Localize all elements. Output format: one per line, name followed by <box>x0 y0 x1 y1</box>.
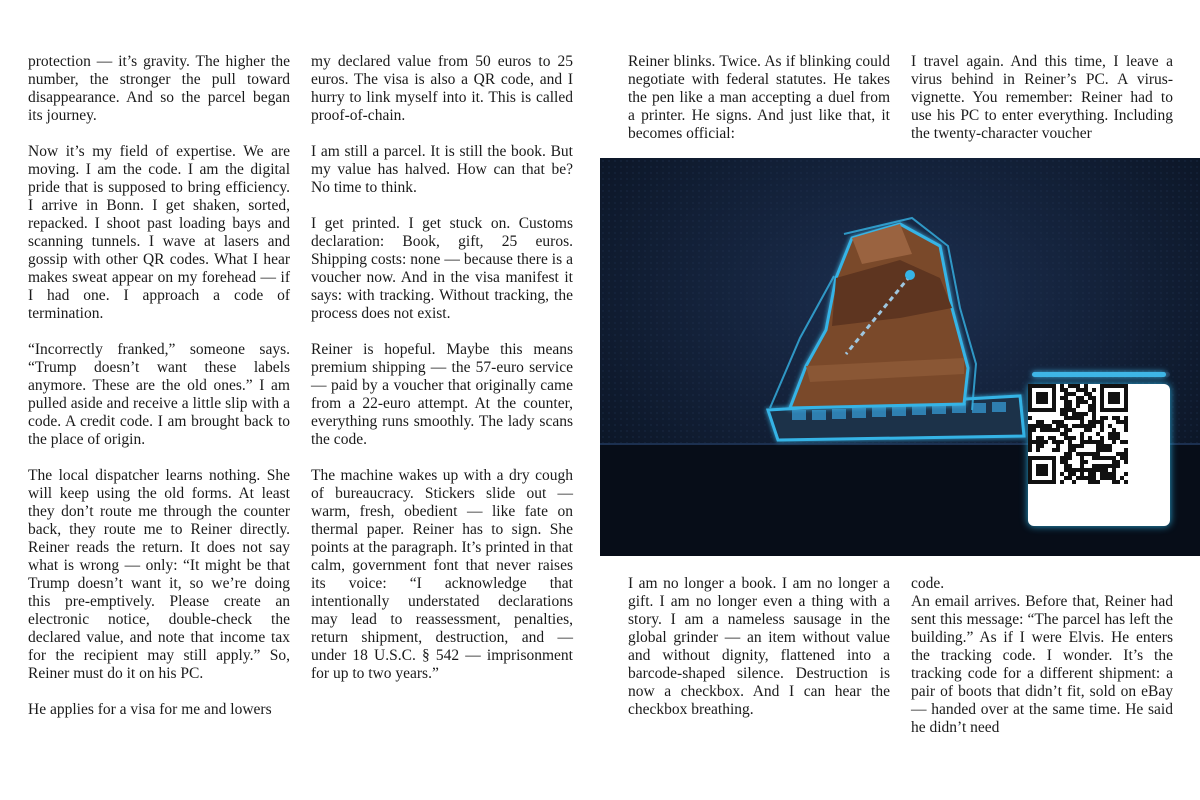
text-column-5 <box>628 575 890 719</box>
text-column-4 <box>911 53 1173 143</box>
paragraph: my declared value from 50 euros to 25 euros. The visa is also a QR code, and I hurry to link myself into it. This is called proof-of-chain. <box>311 53 573 124</box>
qr-code <box>1028 384 1128 484</box>
text-column-6 <box>911 575 1173 737</box>
paragraph: Reiner is hopeful. Maybe this means premium shipping — the 57-euro service — paid by a voucher that originally came from a 22-euro attempt. At the counter, everything runs smoothly. The lady scans the code. <box>311 341 573 448</box>
paragraph: I travel again. And this time, I leave a virus behind in Reiner’s PC. A virus-vignette. You remember: Reiner had to use his PC to enter everything. Including the twenty-character voucher <box>911 53 1173 142</box>
paragraph: The local dispatcher learns nothing. She will keep using the old forms. At least they don’t route me through the counter back, they route me to Reiner directly. Reiner reads the return. It does not say what is wrong — only: “It might be that Trump doesn’t want it, so we’re doing this pre-emptively. Please create an electronic notice, double-check the declared value, and note that income tax for the recipient may still apply.” So, Reiner must do it on his PC. <box>28 467 290 682</box>
qr-code-card <box>1028 384 1170 526</box>
paragraph: An email arrives. Before that, Reiner had sent this message: “The parcel has left the building.” As if I were Elvis. He enters the tracking code. I wonder. It’s the tracking code for a different shipment: a pair of boots that didn’t fit, sold on eBay — handed over at the same time. He said he didn’t need <box>911 593 1173 736</box>
scan-progress-fill <box>1032 372 1166 377</box>
paragraph: I am still a parcel. It is still the book. But my value has halved. How can that be? No time to think. <box>311 143 573 196</box>
paragraph: code. <box>911 575 945 592</box>
paragraph: protection — it’s gravity. The higher the number, the stronger the pull toward disappearance. And so the parcel began its journey. <box>28 53 290 124</box>
paragraph: I get printed. I get stuck on. Customs declaration: Book, gift, 25 euros. Shipping costs: none — because there is a voucher now. And in the visa manifest it says: with tracking. Without tracking, the process does not exist. <box>311 215 573 322</box>
boot-scan-illustration <box>600 158 1200 556</box>
scan-progress-bar <box>1032 372 1170 377</box>
paragraph: He applies for a visa for me and lowers <box>28 701 272 718</box>
paragraph: I am no longer a book. I am no longer a gift. I am no longer even a thing with a story. I am a nameless sausage in the global grinder — an item without value and without dignity, flattened into a barcode-shaped silence. Destruction is now a checkbox. And I can hear the checkbox breathing. <box>628 575 890 718</box>
paragraph: The machine wakes up with a dry cough of bureaucracy. Stickers slide out — warm, fresh, obedient — like fate on thermal paper. Reiner has to sign. She points at the paragraph. It’s printed in that calm, government font that never raises its voice: “I acknowledge that intentionally understated declarations may lead to reassessment, penalties, return shipment, destruction, and — under 18 U.S.C. § 542 — imprisonment for up to two years.” <box>311 467 573 682</box>
text-column-3 <box>628 53 890 143</box>
paragraph: Now it’s my field of expertise. We are moving. I am the code. I am the digital pride that is supposed to bring efficiency. I arrive in Bonn. I get shaken, sorted, repacked. I shoot past loading bays and scanning tunnels. I wave at lasers and gossip with other QR codes. What I hear makes sweat appear on my forehead — if I had one. I approach a code of termination. <box>28 143 290 322</box>
paragraph: Reiner blinks. Twice. As if blinking could negotiate with federal statutes. He takes the pen like a man accepting a duel from a printer. He signs. And just like that, it becomes official: <box>628 53 890 142</box>
paragraph: “Incorrectly franked,” someone says. “Trump doesn’t want these labels anymore. These are the old ones.” I am pulled aside and receive a little slip with a code. A credit code. I am brought back to the place of origin. <box>28 341 290 448</box>
text-column-2 <box>311 53 573 683</box>
text-column-1 <box>28 53 290 719</box>
